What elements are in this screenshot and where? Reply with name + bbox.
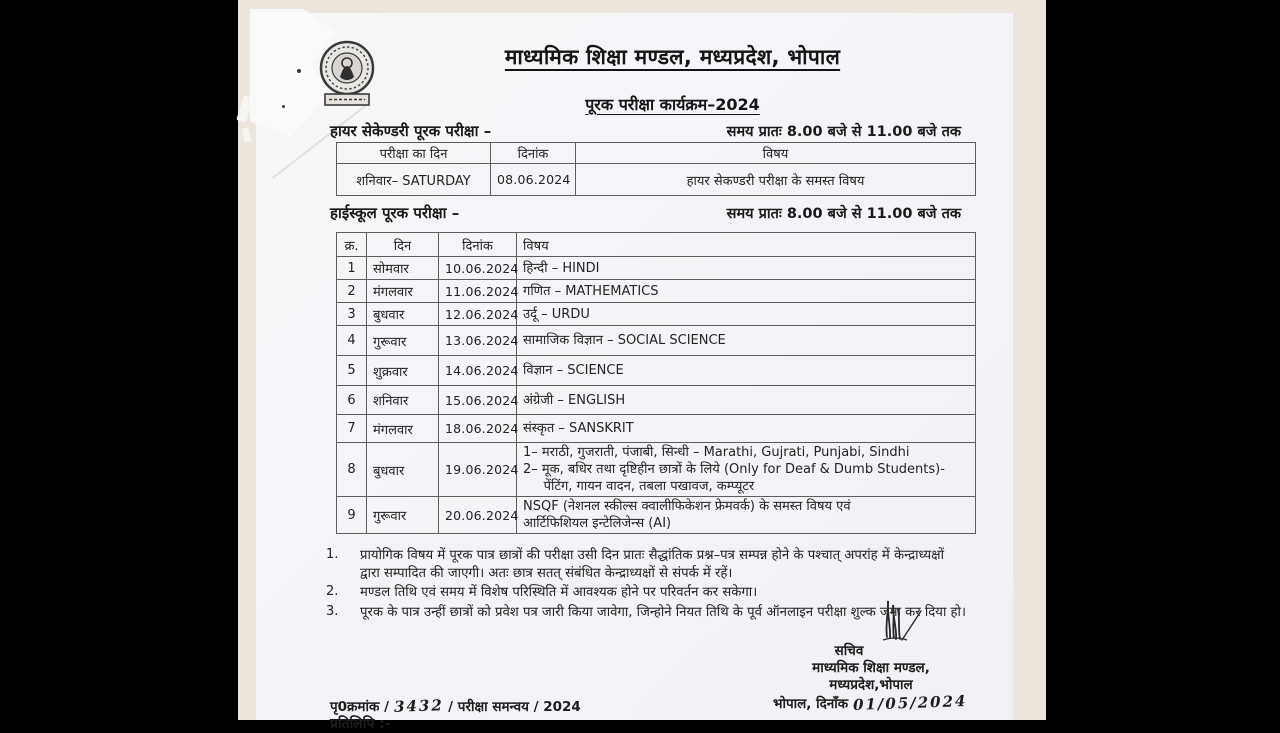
day-cell: मंगलवार xyxy=(367,280,439,303)
table-row xyxy=(337,497,976,534)
exam-date-cell: 08.06.2024 xyxy=(491,164,576,196)
header-row xyxy=(337,233,976,257)
note-number: 3. xyxy=(326,603,339,619)
handwritten-ref-number: 3432 xyxy=(393,696,444,716)
ref-suffix: / परीक्षा समन्वय / 2024 xyxy=(448,699,581,715)
date-cell-td: 20.06.2024 xyxy=(439,497,517,534)
serial-cell: 5 xyxy=(337,356,367,386)
table-row xyxy=(337,386,976,415)
serial-cell: 6 xyxy=(337,386,367,415)
higher-secondary-table xyxy=(336,142,976,196)
high-school-table-body xyxy=(337,257,976,534)
day-cell: शुक्रवार xyxy=(367,356,439,386)
subject-line: संस्कृत – SANSKRIT xyxy=(523,421,634,436)
table-row xyxy=(337,280,976,303)
exam-subject-cell: हायर सेकण्डरी परीक्षा के समस्त विषय xyxy=(576,164,976,196)
table-row xyxy=(337,164,976,196)
higher-secondary-time: समय प्रातः 8.00 बजे से 11.00 बजे तक xyxy=(726,124,961,140)
document-subtitle: पूरक परीक्षा कार्यक्रम–2024 xyxy=(585,95,760,114)
header-row xyxy=(337,143,976,164)
higher-secondary-table-body xyxy=(337,164,976,196)
column-header: विषय xyxy=(517,233,976,257)
column-header: परीक्षा का दिन xyxy=(337,143,491,164)
higher-secondary-heading: हायर सेकेण्डरी पूरक परीक्षा – xyxy=(330,122,492,140)
date-cell-td: 12.06.2024 xyxy=(439,303,517,326)
serial-cell: 3 xyxy=(337,303,367,326)
day-cell: बुधवार xyxy=(367,303,439,326)
column-header: दिन xyxy=(367,233,439,257)
day-cell: गुरूवार xyxy=(367,326,439,356)
note-item xyxy=(326,547,967,582)
subject-line: NSQF (नेशनल स्कील्स क्वालीफिकेशन फ्रेमवर्क) के समस्त विषय एवं xyxy=(523,499,851,514)
place-date-label: भोपाल, दिनाँक xyxy=(773,696,849,712)
subject-line: विज्ञान – SCIENCE xyxy=(523,363,624,378)
subject-line: अंग्रेजी – ENGLISH xyxy=(523,392,626,408)
note-text: मण्डल तिथि एवं समय में विशेष परिस्थिति में आवश्यक होने पर परिवर्तन कर सकेगा। xyxy=(360,585,758,600)
higher-secondary-table-head xyxy=(337,143,976,164)
high-school-table xyxy=(336,232,976,534)
ref-prefix: पृ0क्रमांक / xyxy=(330,699,389,715)
note-number: 2. xyxy=(326,584,339,599)
serial-cell: 8 xyxy=(337,443,367,497)
table-row xyxy=(337,326,976,356)
day-cell: बुधवार xyxy=(367,443,439,497)
day-cell: शनिवार xyxy=(367,386,439,415)
subject-cell xyxy=(517,443,976,497)
subject-line: गणित – MATHEMATICS xyxy=(523,283,659,299)
signature-org-line1: माध्यमिक शिक्षा मण्डल, xyxy=(812,660,930,676)
subject-line: उर्दू – URDU xyxy=(523,306,590,322)
high-school-heading: हाईस्कूल पूरक परीक्षा – xyxy=(330,204,460,222)
signature-scribble xyxy=(783,597,959,643)
signature-designation: सचिव xyxy=(834,643,864,659)
signature-block xyxy=(773,597,968,714)
high-school-table-head xyxy=(337,233,976,257)
subject-line: आर्टिफिशियल इन्टेलिजेन्स (AI) xyxy=(523,516,672,531)
day-cell: सोमवार xyxy=(367,257,439,280)
column-header: विषय xyxy=(576,143,976,164)
table-row xyxy=(337,356,976,386)
column-header: क्र. xyxy=(337,233,367,257)
serial-cell: 1 xyxy=(337,257,367,280)
table-row xyxy=(337,303,976,326)
table-row xyxy=(337,257,976,280)
subject-cell xyxy=(517,415,976,443)
subject-line: सामाजिक विज्ञान – SOCIAL SCIENCE xyxy=(523,333,726,348)
date-cell-td: 14.06.2024 xyxy=(439,356,517,386)
subject-cell xyxy=(517,386,976,415)
subject-cell xyxy=(517,257,976,280)
serial-cell: 9 xyxy=(337,497,367,534)
serial-cell: 4 xyxy=(337,326,367,356)
date-cell-td: 15.06.2024 xyxy=(439,386,517,415)
high-school-time: समय प्रातः 8.00 बजे से 11.00 बजे तक xyxy=(726,206,961,222)
column-header: दिनांक xyxy=(491,143,576,164)
date-cell-td: 11.06.2024 xyxy=(439,280,517,303)
page-title: माध्यमिक शिक्षा मण्डल, मध्यप्रदेश, भोपाल xyxy=(504,45,841,69)
subject-cell xyxy=(517,356,976,386)
subject-cell xyxy=(517,326,976,356)
subject-cell xyxy=(517,497,976,534)
date-cell-td: 18.06.2024 xyxy=(439,415,517,443)
note-number: 1. xyxy=(326,547,339,562)
date-cell-td: 13.06.2024 xyxy=(439,326,517,356)
subject-cell xyxy=(517,303,976,326)
exam-day-cell: शनिवार– SATURDAY xyxy=(337,164,491,196)
copy-label: प्रतिलिपि :- xyxy=(330,716,391,732)
note-text: प्रायोगिक विषय में पूरक पात्र छात्रों की परीक्षा उसी दिन प्रातः सैद्धांतिक प्रश्न–पत्र सम्पन्न होने के पश्चात् अपरांह में केन्द्राध्यक्षों द्वारा सम्पादित की जाएगी। अतः छात्र सतत् संबंधित केन्द्राध्यक्षों से संपर्क में रहें। xyxy=(360,548,945,581)
date-cell-td: 19.06.2024 xyxy=(439,443,517,497)
subject-line: पेंटिंग, गायन वादन, तबला पखावज, कम्प्यूटर xyxy=(523,479,755,494)
day-cell: गुरूवार xyxy=(367,497,439,534)
reference-number-line xyxy=(330,697,581,715)
subject-cell xyxy=(517,280,976,303)
subject-line: 2– मूक, बधिर तथा दृष्टिहीन छात्रों के लिये (Only for Deaf & Dumb Students)- xyxy=(523,462,945,477)
serial-cell: 7 xyxy=(337,415,367,443)
day-cell: मंगलवार xyxy=(367,415,439,443)
document-page xyxy=(256,13,1013,732)
subject-line: 1– मराठी, गुजराती, पंजाबी, सिन्धी – Marathi, Gujrati, Punjabi, Sindhi xyxy=(523,445,910,460)
date-cell-td: 10.06.2024 xyxy=(439,257,517,280)
table-row xyxy=(337,415,976,443)
note-text: पूरक के पात्र उन्हीं छात्रों को प्रवेश पत्र जारी किया जावेगा, जिन्होने नियत तिथि के पूर्व ऑनलाइन परीक्षा शुल्क जमा कर दिया हो। xyxy=(360,604,966,620)
serial-cell: 2 xyxy=(337,280,367,303)
signature-place-date xyxy=(773,692,968,714)
column-header: दिनांक xyxy=(439,233,517,257)
table-row xyxy=(337,443,976,497)
handwritten-date: 01/05/2024 xyxy=(852,692,968,714)
signature-org-line2: मध्यप्रदेश,भोपाल xyxy=(829,677,913,693)
subject-line: हिन्दी – HINDI xyxy=(523,260,600,276)
